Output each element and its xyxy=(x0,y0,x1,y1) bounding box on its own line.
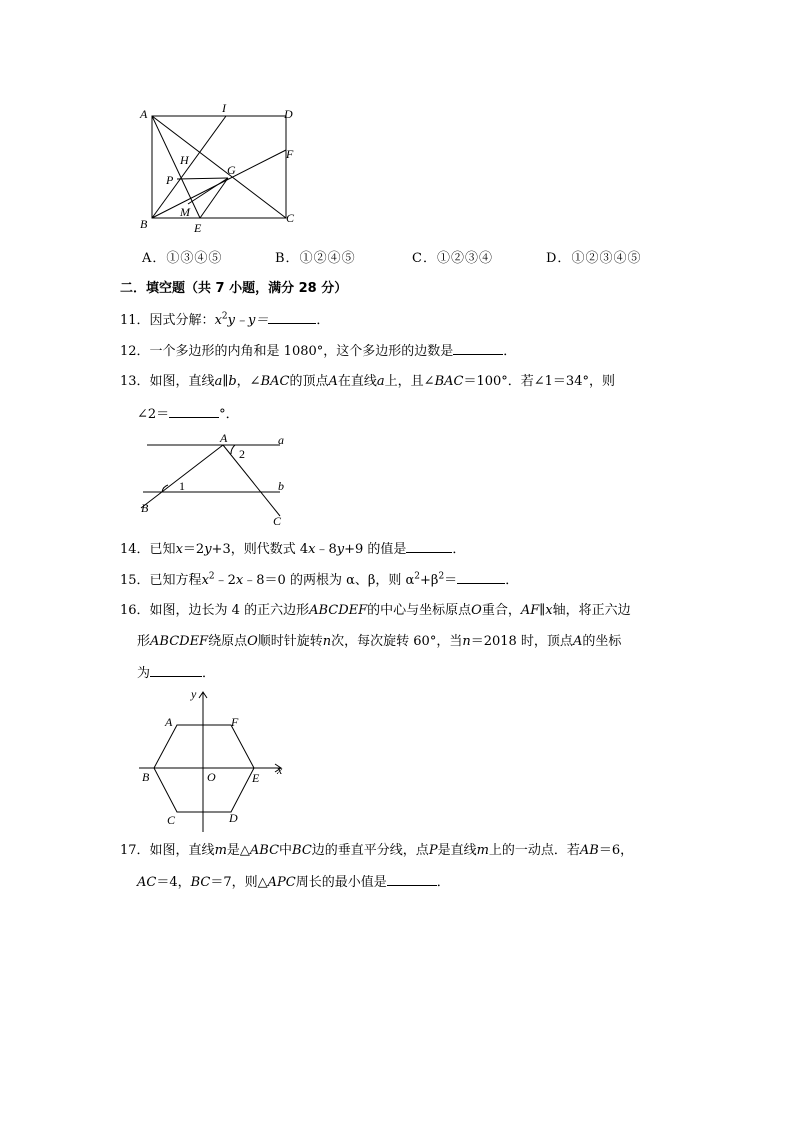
answer-blank-12[interactable] xyxy=(453,342,503,355)
hex-label-D: D xyxy=(229,811,238,825)
rect-label-I: I xyxy=(222,101,226,115)
hex-label-O: O xyxy=(207,770,216,784)
lines-label-a: a xyxy=(278,433,284,447)
rect-label-M: M xyxy=(180,205,190,219)
question-12: 12．一个多边形的内角和是 1080°，这个多边形的边数是 ． xyxy=(120,344,517,359)
option-c[interactable]: C．①②③④ xyxy=(412,251,493,266)
question-11: 11．因式分解：$x^2y﹣y=$ ． xyxy=(120,311,330,328)
answer-blank-14[interactable] xyxy=(406,540,452,553)
hex-label-E: E xyxy=(252,771,260,785)
hexagon-figure xyxy=(135,686,295,836)
rect-label-D: D xyxy=(284,107,293,121)
rect-label-A: A xyxy=(140,107,148,121)
hex-label-F: F xyxy=(231,715,239,729)
hex-label-y: y xyxy=(191,687,197,701)
question-17-line1: 17．如图，直线m是△ABC中BC边的垂直平分线，点P是直线m上的一动点．若AB＝6， xyxy=(120,843,634,858)
rect-label-H: H xyxy=(180,153,189,167)
rect-label-F: F xyxy=(286,147,294,161)
question-13-line2: ∠2＝ °． xyxy=(137,407,239,422)
answer-blank-17[interactable] xyxy=(387,873,437,886)
question-13-line1: 13．如图，直线a∥b，∠BAC的顶点A在直线a上，且∠BAC＝100°．若∠1＝34°，则 xyxy=(120,374,615,389)
section-title: 二．填空题（共 7 小题，满分 28 分） xyxy=(120,281,348,296)
answer-blank-11[interactable] xyxy=(268,311,316,324)
question-16-line1: 16．如图，边长为 4 的正六边形ABCDEF的中心与坐标原点O重合，AF∥x轴，将正六边 xyxy=(120,603,631,618)
hex-label-A: A xyxy=(165,715,173,729)
hex-label-B: B xyxy=(142,770,150,784)
hex-label-C: C xyxy=(167,813,176,827)
rect-label-P: P xyxy=(166,173,174,187)
lines-label-1: 1 xyxy=(179,479,185,493)
lines-label-b: b xyxy=(278,479,284,493)
rectangle-figure xyxy=(130,98,310,238)
question-17-line2: AC＝4，BC＝7，则△APC周长的最小值是 ． xyxy=(137,875,450,890)
hex-label-x: x xyxy=(277,763,283,777)
option-a[interactable]: A．①③④⑤ xyxy=(142,251,223,266)
question-16-line2: 形ABCDEF绕原点O顺时针旋转n次，每次旋转 60°，当n＝2018 时，顶点A的坐标 xyxy=(137,634,622,649)
option-b[interactable]: B．①②④⑤ xyxy=(275,251,356,266)
question-14: 14．已知x＝2y+3，则代数式 4x﹣8y+9 的值是 ． xyxy=(120,542,466,557)
rect-label-B: B xyxy=(140,217,148,231)
lines-label-B: B xyxy=(141,501,149,515)
lines-label-C: C xyxy=(273,514,282,528)
answer-blank-13[interactable] xyxy=(169,405,219,418)
rect-label-C: C xyxy=(286,211,295,225)
rect-label-G: G xyxy=(227,163,236,177)
answer-blank-15[interactable] xyxy=(457,571,505,584)
rect-label-E: E xyxy=(194,221,202,235)
answer-blank-16[interactable] xyxy=(150,664,202,677)
question-16-line3: 为 ． xyxy=(137,666,216,681)
parallel-lines-figure xyxy=(135,428,305,528)
lines-label-A: A xyxy=(220,431,228,445)
lines-label-2: 2 xyxy=(239,447,245,461)
question-15: 15．已知方程$x^2﹣2x﹣8=0$ 的两根为 α、β，则 $\alpha^2+\beta^2=$ ． xyxy=(120,571,519,588)
option-d[interactable]: D．①②③④⑤ xyxy=(546,251,642,266)
